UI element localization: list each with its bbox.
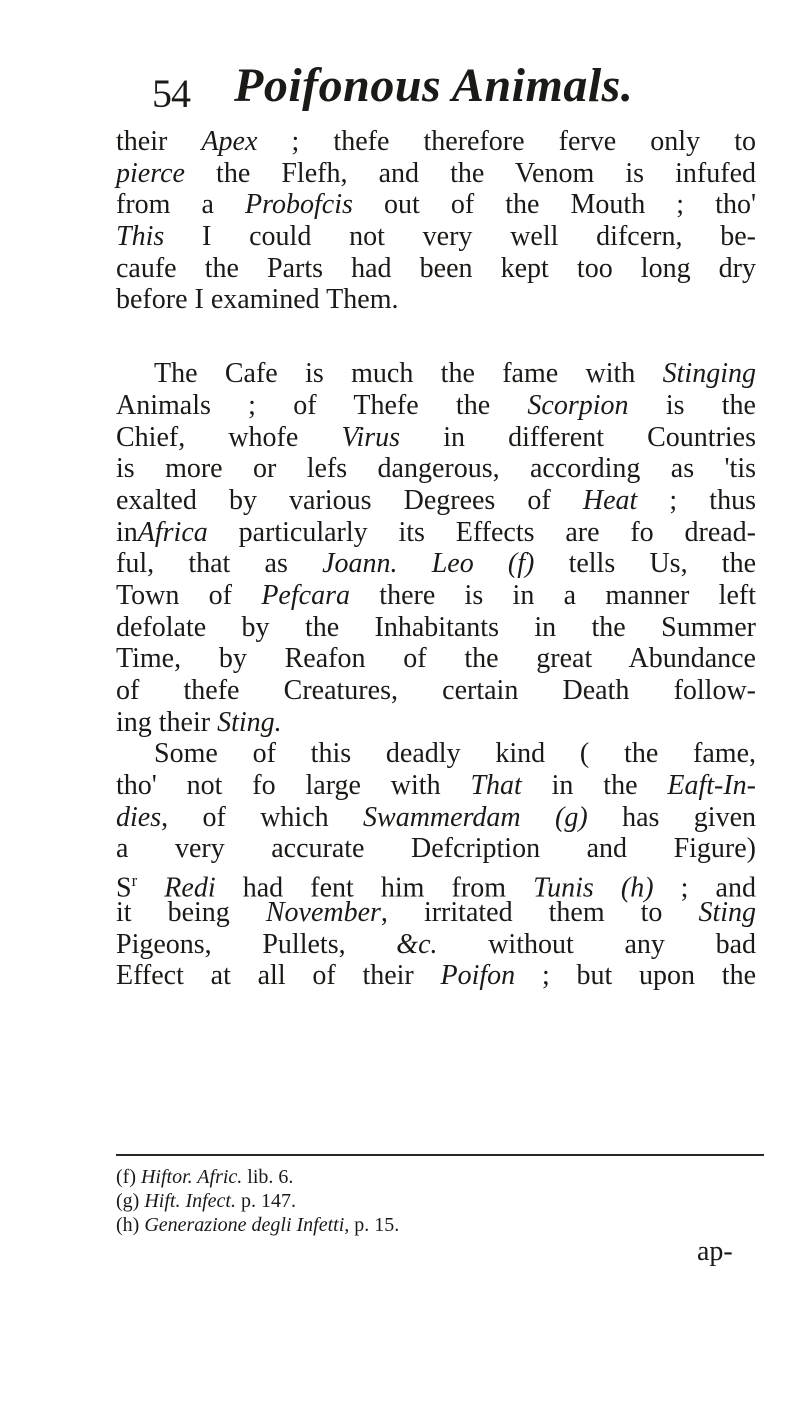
running-title: Poifonous Animals. [234, 59, 634, 112]
italic-text: This [116, 221, 165, 253]
text-line: exalted by various Degrees of Heat ; thus [116, 484, 756, 516]
italic-text: Generazione degli Infetti, [144, 1214, 350, 1236]
text-line: caufe the Parts had been kept too long dry [116, 252, 756, 284]
text-line: dies, of which Swammerdam (g) has given [116, 801, 757, 833]
superscript-text: r [131, 871, 138, 891]
text-line: Town of Pefcara there is in a manner left [116, 579, 756, 611]
text-line: Chief, whofe Virus in different Countries [116, 421, 756, 453]
italic-text: Tunis (h) [533, 872, 654, 904]
italic-text: Stinging [662, 358, 756, 390]
text-line: This I could not very well difcern, be- [116, 221, 756, 253]
text-line: Effect at all of their Poifon ; but upon the [116, 960, 756, 992]
footnote: (g) Hift. Infect. p. 147. [116, 1190, 296, 1212]
italic-text: Africa [137, 516, 208, 548]
body-text [116, 126, 776, 992]
italic-text: Swammerdam (g) [363, 801, 588, 833]
italic-text: November [265, 896, 381, 928]
footnote-rule [116, 1154, 764, 1156]
text-line: Some of this deadly kind ( the fame, [154, 738, 756, 770]
page-number: 54 [152, 71, 190, 116]
italic-text: Apex [201, 126, 258, 157]
italic-text: Joann. Leo (f) [322, 548, 535, 580]
italic-text: Sting [698, 896, 757, 928]
text-line: their Apex ; thefe therefore ferve only to [116, 126, 756, 157]
italic-text: dies [116, 801, 162, 833]
text-line: Animals ; of Thefe the Scorpion is the [116, 389, 756, 421]
text-line: from a Probofcis out of the Mouth ; tho' [116, 189, 756, 221]
text-line: inAfrica particularly its Effects are fo dread- [116, 516, 756, 548]
text-line: it being November, irritated them to Sting [116, 896, 757, 928]
text-line: of thefe Creatures, certain Death follow- [116, 675, 756, 706]
footnote: (h) Generazione degli Infetti, p. 15. [116, 1214, 400, 1236]
text-line: Time, by Reafon of the great Abundance [116, 643, 756, 675]
page-header [152, 58, 712, 122]
italic-text: Hiftor. Afric. [140, 1166, 243, 1188]
catchword: ap- [697, 1236, 733, 1267]
text-line: $S^r$ Redi had fent him from Tunis (h) ; and [116, 871, 756, 904]
italic-text: &c. [396, 928, 438, 960]
text-line: The Cafe is much the fame with Stinging [154, 358, 756, 390]
italic-text: Poifon [440, 960, 516, 992]
text-line: pierce the Flefh, and the Venom is infufed [116, 157, 756, 189]
italic-text: pierce [116, 157, 185, 189]
italic-text: Scorpion [527, 389, 629, 421]
text-line: before I examined Them. [116, 284, 399, 316]
italic-text: That [470, 770, 522, 802]
italic-text: Virus [341, 421, 401, 453]
italic-text: Sting. [217, 706, 282, 738]
italic-text: Eaft-In- [667, 770, 756, 802]
text-line: ing their Sting. [116, 706, 282, 738]
italic-text: Heat [582, 484, 638, 516]
italic-text: Pefcara [261, 579, 350, 611]
footnotes [116, 1165, 756, 1237]
text-line: is more or lefs dangerous, according as 'tis [116, 453, 756, 485]
text-line: a very accurate Defcription and Figure) [116, 833, 756, 865]
text-line: ful, that as Joann. Leo (f) tells Us, the [116, 548, 756, 580]
text-line: tho' not fo large with That in the Eaft-In- [116, 770, 756, 802]
italic-text: Hift. Infect. [144, 1190, 236, 1212]
footnote: (f) Hiftor. Afric. lib. 6. [116, 1166, 294, 1188]
italic-text: Redi [164, 872, 216, 904]
text-line: defolate by the Inhabitants in the Summer [116, 611, 756, 643]
italic-text: Probofcis [245, 189, 353, 221]
text-line: Pigeons, Pullets, &c. without any bad [116, 928, 756, 960]
